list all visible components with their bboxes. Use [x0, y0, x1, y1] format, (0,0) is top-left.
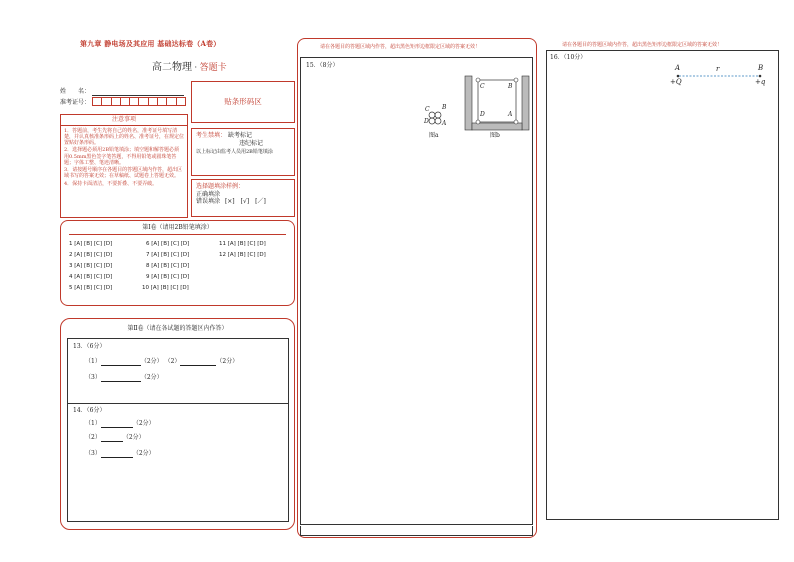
exam-mark-box	[191, 128, 295, 176]
fill-sample-box	[191, 179, 295, 217]
q14-label: 14．（6分）	[73, 407, 106, 414]
cheat-mark[interactable]: 违纪标记	[239, 139, 264, 147]
question-row[interactable]: 11 [A] [B] [C] [D]	[219, 241, 266, 247]
mid-lower-box[interactable]	[300, 526, 533, 536]
question-row[interactable]: 1 [A] [B] [C] [D]	[69, 241, 113, 247]
q13-part3[interactable]: （3） （2分）	[85, 374, 163, 381]
bubble-grid	[69, 241, 289, 301]
notice-box	[60, 114, 188, 218]
q13-label: 13．（6分）	[73, 343, 106, 350]
fig-b-label-b: B	[508, 83, 513, 90]
exam-id-boxes[interactable]	[92, 97, 186, 106]
subject-title: 高二物理 · 答题卡	[152, 62, 227, 73]
fill-wrong-label: 错误填涂	[196, 198, 221, 205]
fig-a-label-d: D	[424, 118, 429, 125]
fig-b-label-d: D	[480, 111, 485, 118]
q16-answer-box[interactable]	[546, 50, 779, 520]
name-label: 姓 名：	[60, 88, 91, 95]
section2-title: 第Ⅱ卷（请在各试题的答题区内作答）	[127, 325, 228, 332]
q15-label: 15．（8分）	[306, 62, 339, 69]
question-row[interactable]: 4 [A] [B] [C] [D]	[69, 274, 113, 280]
question-row[interactable]: 10 [A] [B] [C] [D]	[142, 285, 189, 291]
question-row[interactable]: 2 [A] [B] [C] [D]	[69, 252, 113, 258]
fig-b-label-c: C	[480, 83, 485, 90]
question-row[interactable]: 6 [A] [B] [C] [D]	[146, 241, 190, 247]
fig-a-label-b: B	[442, 104, 447, 111]
subject-name: 高二物理	[152, 62, 192, 73]
figure-b	[463, 74, 531, 146]
fill-wrong-marks: [×] [√] [／]	[224, 198, 266, 205]
right-warning: 请在各题目的答题区域内作答，超出黑色矩形边框限定区域的答案无效！	[562, 42, 723, 48]
fig-a-label-c: C	[425, 106, 430, 113]
question-row[interactable]: 5 [A] [B] [C] [D]	[69, 285, 113, 291]
section1-title: 第Ⅰ卷（请用2B铅笔填涂）	[69, 221, 286, 235]
fig-a-label-a: A	[442, 120, 447, 127]
distance-label: r	[716, 65, 720, 73]
fill-correct: 正确填涂	[196, 190, 221, 198]
q14-part3[interactable]: （3） （2分）	[85, 450, 155, 457]
barcode-area	[191, 81, 295, 123]
fig-a-caption: 图a	[429, 132, 439, 139]
exam-title: 第九章 静电场及其应用 基础达标卷（A卷）	[80, 39, 221, 48]
name-field[interactable]	[92, 95, 184, 96]
charge-q-label: +Q	[670, 78, 682, 86]
barcode-label: 贴条形码区	[224, 97, 262, 107]
figure-a	[424, 106, 452, 146]
q16-label: 16．（10分）	[550, 54, 587, 61]
fig-b-caption: 图b	[490, 132, 500, 139]
exam-id-label: 准考证号：	[60, 99, 91, 106]
notice-item: 3．请按题号顺序在各题目的答题区域内作答，超出区域书写的答案无效；在草稿纸、试题卷上答题无效。	[64, 167, 183, 180]
absent-mark[interactable]: 缺考标记	[227, 132, 252, 139]
question-row[interactable]: 9 [A] [B] [C] [D]	[146, 274, 190, 280]
exam-mark-label: 考生禁填：	[196, 132, 227, 139]
point-a-label: A	[675, 64, 681, 72]
question-row[interactable]: 8 [A] [B] [C] [D]	[146, 263, 190, 269]
q13-part1[interactable]: （1） （2分） （2） （2分）	[85, 358, 239, 365]
charge-small-q-label: +q	[755, 78, 766, 86]
question-row[interactable]: 7 [A] [B] [C] [D]	[146, 252, 190, 258]
notice-title: 注意事项	[61, 115, 187, 126]
fig-b-label-a: A	[508, 111, 513, 118]
question-row[interactable]: 3 [A] [B] [C] [D]	[69, 263, 113, 269]
notice-item: 2．选择题必须用2B铅笔填涂；填空题和解答题必须用0.5mm黑色签字笔答题，不得用铅笔或圆珠笔答题；字体工整、笔迹清晰。	[64, 147, 180, 166]
question-row[interactable]: 12 [A] [B] [C] [D]	[219, 252, 266, 258]
section1-box	[60, 220, 295, 306]
point-b-label: B	[758, 64, 764, 72]
exam-mark-note: 以上标记由监考人员用2B铅笔填涂	[196, 149, 273, 155]
fill-sample-title: 选择题填涂样例：	[196, 183, 245, 190]
notice-item: 1．答题前，考生先将自己的姓名，准考证号填写清楚，并认真核准条形码上的姓名、准考证号，在规定位置贴好条形码。	[64, 127, 185, 146]
q14-part1[interactable]: （1） （2分）	[85, 420, 155, 427]
charge-diagram	[668, 64, 772, 90]
mid-warning: 请在各题目的答题区域内作答，超出黑色矩形边框限定区域的答案无效！	[320, 44, 481, 50]
section2-box	[60, 318, 295, 530]
answer-sheet-label: 答题卡	[199, 63, 227, 73]
q14-part2[interactable]: （2） （2分）	[85, 434, 145, 441]
notice-item: 4．保持卡面清洁，不要折叠、不要弄破。	[64, 180, 158, 187]
